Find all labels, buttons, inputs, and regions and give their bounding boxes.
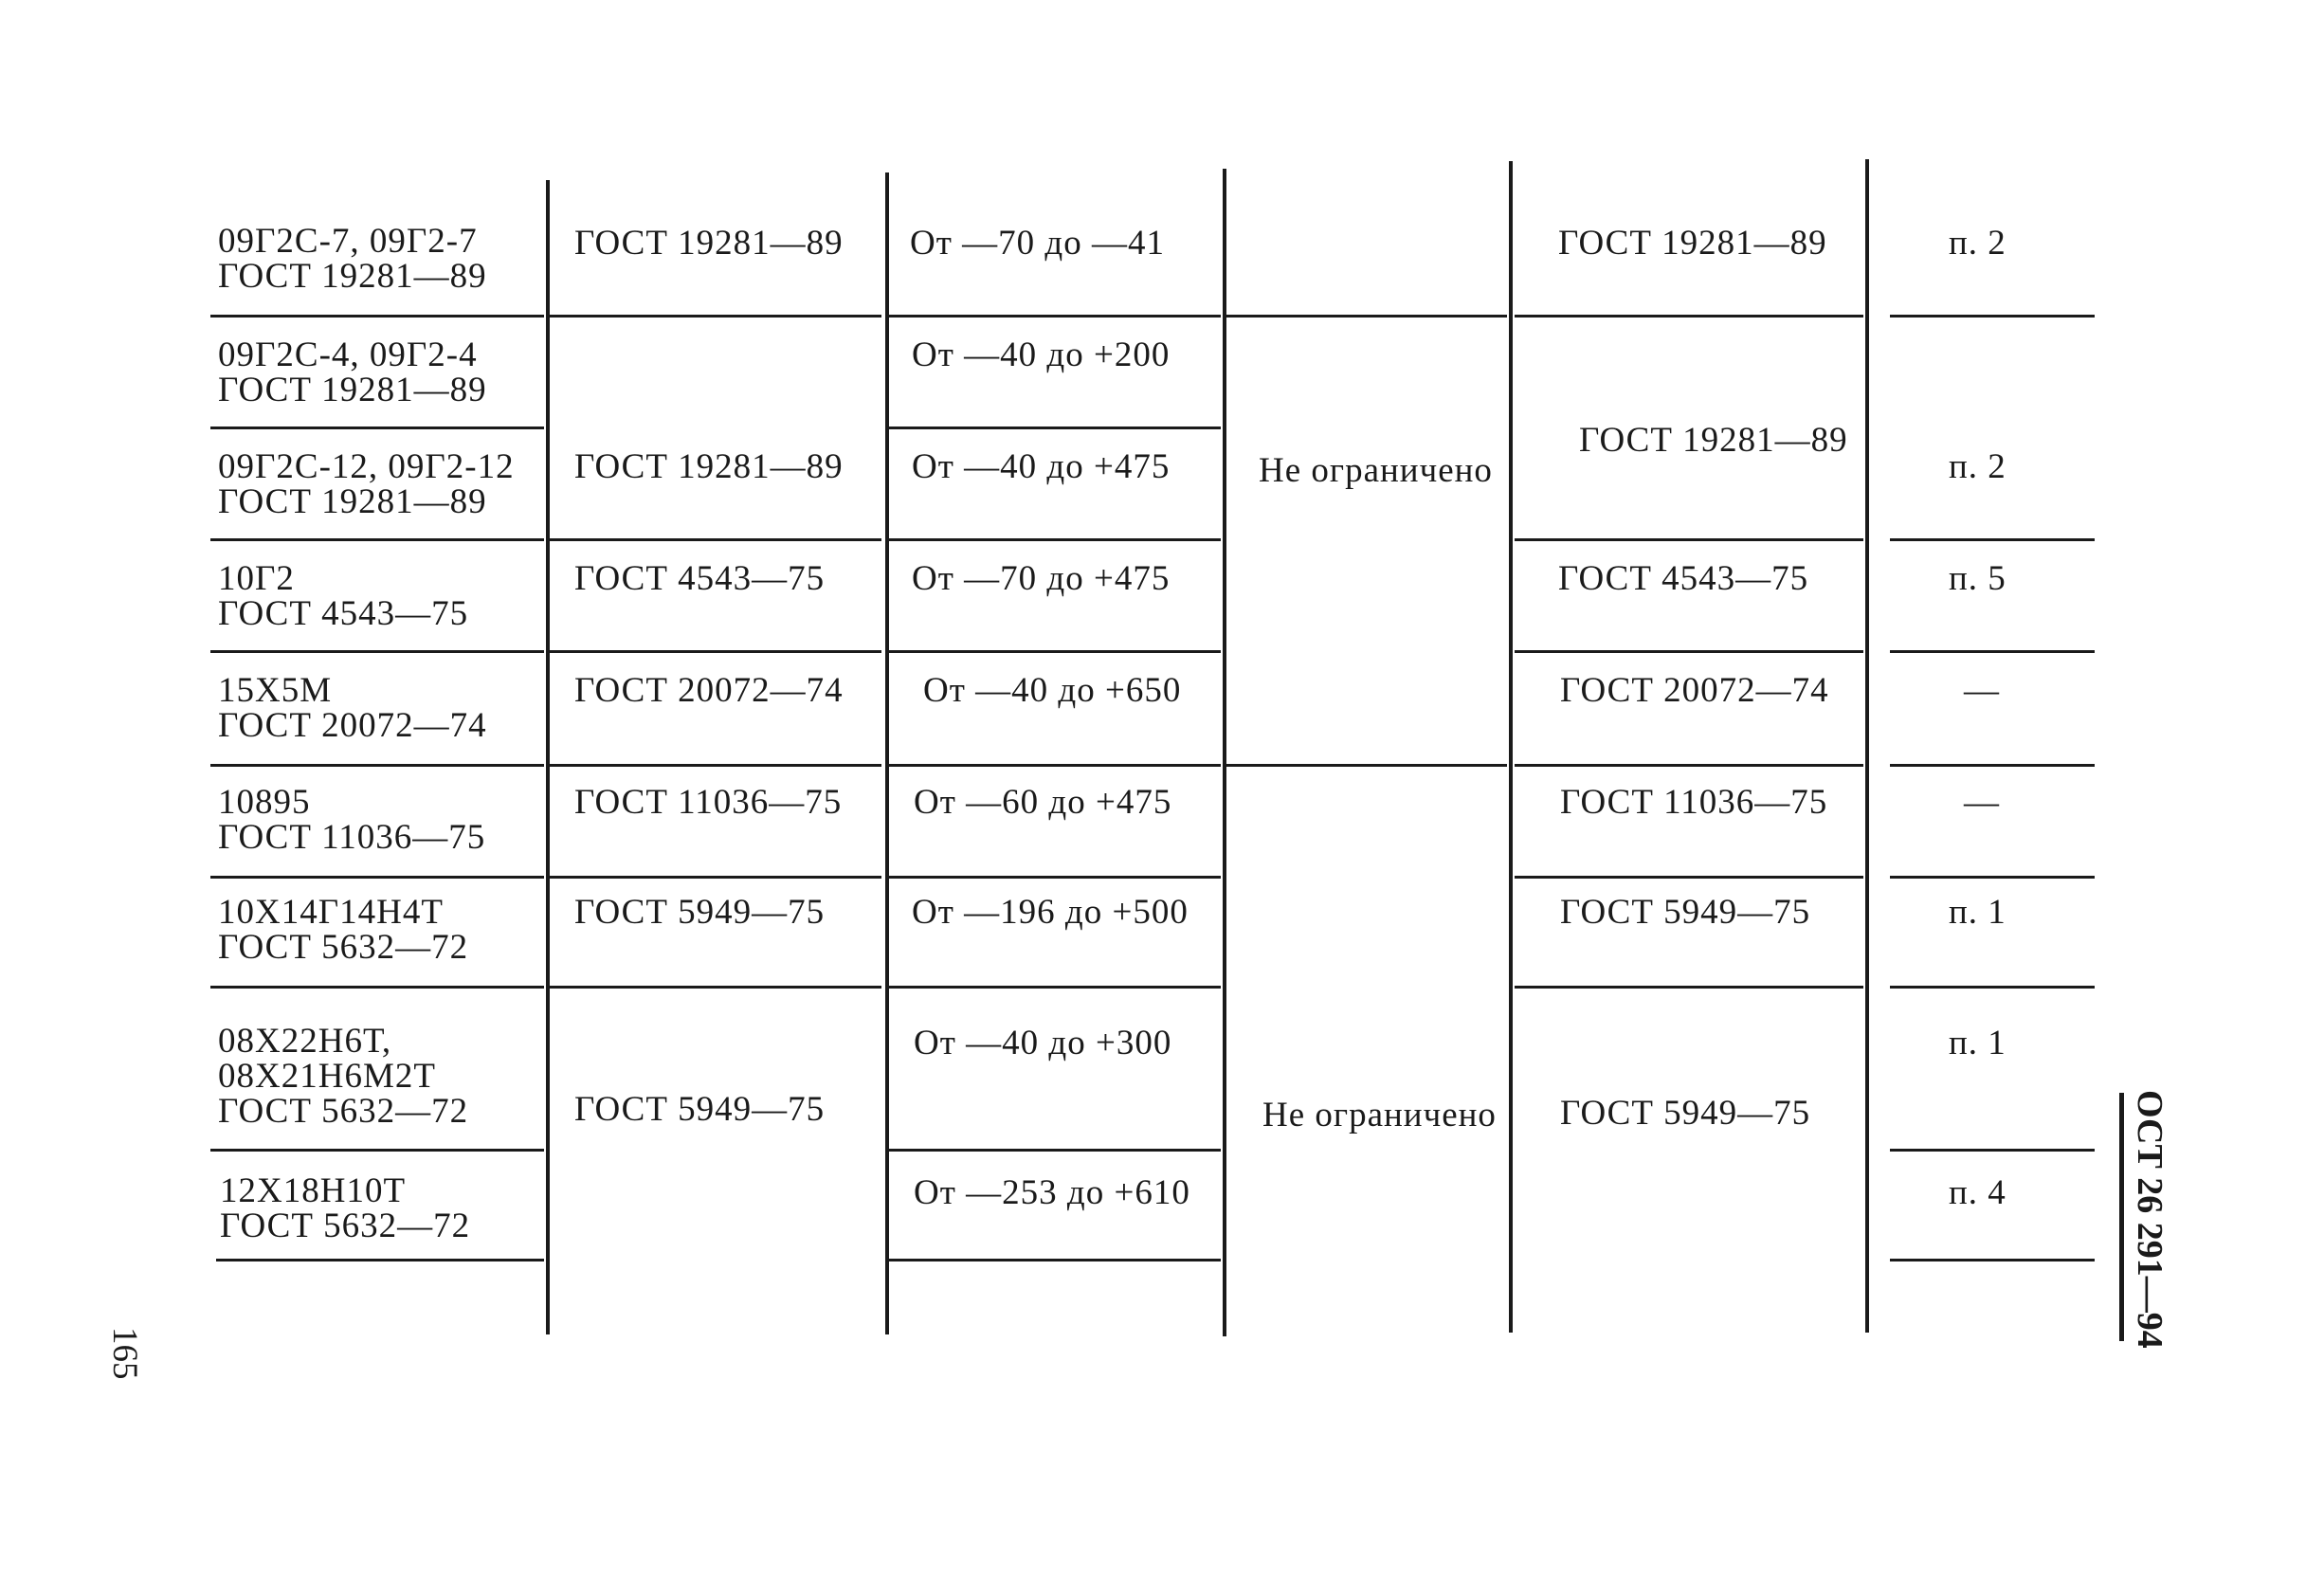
note-cell: п. 2 <box>1949 224 2006 263</box>
grade-line: 08Х22Н6Т, <box>218 1022 392 1061</box>
note-cell: — <box>1964 671 2000 710</box>
temperature-cell: От —253 до +610 <box>914 1173 1190 1212</box>
standard-2-cell: ГОСТ 20072—74 <box>1560 671 1829 710</box>
standard-2-cell: ГОСТ 5949—75 <box>1560 893 1811 932</box>
row-rule <box>1515 650 1863 653</box>
row-rule <box>550 986 881 989</box>
standard-cell: ГОСТ 11036—75 <box>574 783 843 822</box>
row-rule <box>1890 315 2095 318</box>
grade-line: 12Х18Н10Т <box>220 1171 407 1210</box>
row-rule <box>1890 650 2095 653</box>
row-rule <box>889 427 1221 429</box>
note-cell: п. 1 <box>1949 1024 2006 1062</box>
grade-line: 10895 <box>218 783 311 822</box>
temperature-cell: От —70 до —41 <box>910 224 1165 263</box>
grade-line: 10Г2 <box>218 559 295 598</box>
standard-cell: ГОСТ 5949—75 <box>574 893 826 932</box>
row-rule <box>550 876 881 879</box>
row-rule <box>210 764 544 767</box>
grade-line: ГОСТ 5632—72 <box>218 928 469 967</box>
standard-cell: ГОСТ 5949—75 <box>574 1090 826 1129</box>
temperature-cell: От —40 до +650 <box>923 671 1182 710</box>
grade-line: 09Г2С-7, 09Г2-7 <box>218 222 478 261</box>
temperature-cell: От —60 до +475 <box>914 783 1172 822</box>
page-number: 165 <box>105 1327 144 1380</box>
note-cell: — <box>1964 783 2000 822</box>
standard-2-cell: ГОСТ 4543—75 <box>1558 559 1809 598</box>
grade-cell <box>218 561 468 631</box>
row-rule <box>216 1259 544 1261</box>
row-rule <box>550 315 881 318</box>
note-cell: п. 2 <box>1949 447 2006 486</box>
row-rule <box>210 427 544 429</box>
temperature-cell: От —40 до +475 <box>912 447 1171 486</box>
row-rule <box>210 1149 544 1152</box>
standard-cell: ГОСТ 19281—89 <box>574 224 844 263</box>
row-rule <box>889 764 1221 767</box>
note-cell: п. 5 <box>1949 559 2006 598</box>
document-code-rule <box>2119 1093 2124 1341</box>
grade-line: ГОСТ 20072—74 <box>218 706 487 745</box>
document-code: ОСТ 26 291—94 <box>2130 1090 2170 1349</box>
row-rule <box>1515 764 1863 767</box>
grade-line: ГОСТ 5632—72 <box>220 1207 471 1245</box>
temperature-cell: От —40 до +200 <box>912 336 1171 374</box>
grade-line: ГОСТ 11036—75 <box>218 818 486 857</box>
note-cell: п. 4 <box>1949 1173 2006 1212</box>
grade-cell <box>218 785 485 855</box>
row-rule <box>210 986 544 989</box>
row-rule <box>889 986 1221 989</box>
row-rule <box>1890 1149 2095 1152</box>
row-rule <box>889 1149 1221 1152</box>
row-rule <box>1515 986 1863 989</box>
temperature-cell: От —40 до +300 <box>914 1024 1172 1062</box>
row-rule <box>1890 986 2095 989</box>
grade-line: 10Х14Г14Н4Т <box>218 893 444 932</box>
row-rule <box>1515 876 1863 879</box>
row-rule <box>1890 876 2095 879</box>
standard-2-cell: ГОСТ 19281—89 <box>1579 421 1848 460</box>
grade-cell <box>218 673 487 743</box>
row-rule <box>210 650 544 653</box>
standard-2-cell: ГОСТ 19281—89 <box>1558 224 1827 263</box>
standard-2-cell: ГОСТ 11036—75 <box>1560 783 1828 822</box>
row-rule <box>889 1259 1221 1261</box>
limit-cell: Не ограничено <box>1262 1096 1497 1134</box>
row-rule <box>550 538 881 541</box>
standard-cell: ГОСТ 4543—75 <box>574 559 826 598</box>
grade-cell <box>218 224 487 294</box>
row-rule <box>210 315 544 318</box>
temperature-cell: От —70 до +475 <box>912 559 1171 598</box>
column-rule-5 <box>1865 159 1869 1333</box>
row-rule <box>1226 764 1507 767</box>
row-rule <box>889 315 1221 318</box>
standard-2-cell: ГОСТ 5949—75 <box>1560 1094 1811 1133</box>
grade-cell <box>220 1173 470 1243</box>
row-rule <box>1890 538 2095 541</box>
grade-cell <box>218 895 468 965</box>
row-rule <box>550 764 881 767</box>
grade-line: 09Г2С-4, 09Г2-4 <box>218 336 478 374</box>
grade-line: 09Г2С-12, 09Г2-12 <box>218 447 515 486</box>
column-rule-3 <box>1223 169 1226 1336</box>
row-rule <box>1226 315 1507 318</box>
note-cell: п. 1 <box>1949 893 2006 932</box>
grade-line: 08Х21Н6М2Т <box>218 1057 436 1096</box>
grade-line: ГОСТ 19281—89 <box>218 371 487 409</box>
row-rule <box>1890 1259 2095 1261</box>
row-rule <box>1515 538 1863 541</box>
column-rule-1 <box>546 180 550 1334</box>
row-rule <box>889 650 1221 653</box>
grade-line: ГОСТ 19281—89 <box>218 482 487 521</box>
row-rule <box>889 538 1221 541</box>
standard-cell: ГОСТ 20072—74 <box>574 671 844 710</box>
column-rule-4 <box>1509 161 1513 1333</box>
grade-cell <box>218 449 515 519</box>
limit-cell: Не ограничено <box>1259 451 1493 490</box>
row-rule <box>210 876 544 879</box>
grade-cell <box>218 337 487 408</box>
row-rule <box>210 538 544 541</box>
grade-line: 15Х5М <box>218 671 333 710</box>
grade-line: ГОСТ 19281—89 <box>218 257 487 296</box>
temperature-cell: От —196 до +500 <box>912 893 1189 932</box>
column-rule-2 <box>885 172 889 1334</box>
grade-cell <box>218 1024 468 1129</box>
grade-line: ГОСТ 4543—75 <box>218 594 469 633</box>
row-rule <box>1890 764 2095 767</box>
grade-line: ГОСТ 5632—72 <box>218 1092 469 1131</box>
row-rule <box>550 650 881 653</box>
standard-cell: ГОСТ 19281—89 <box>574 447 844 486</box>
row-rule <box>889 876 1221 879</box>
row-rule <box>1515 315 1863 318</box>
